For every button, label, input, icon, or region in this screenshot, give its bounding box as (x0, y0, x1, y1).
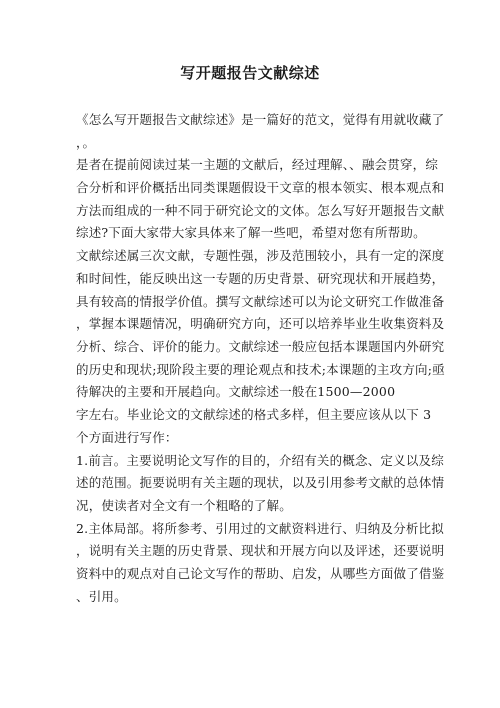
body-line: 分析、综合、评价的能力。文献综述一般应包括本课题国内外研究 (76, 339, 445, 354)
body-line: ，。 (76, 135, 96, 150)
body-line: 字左右。毕业论文的文献综述的格式多样，但主要应该从以下 3 (76, 407, 432, 422)
body-line: 待解决的主要和开展趋向。文献综述一般在1500—2000 (76, 384, 396, 399)
body-line: 合分析和评价概括出同类课题假设干文章的根本领实、根本观点和 (76, 180, 445, 195)
body-line: 2.主体局部。将所参考、引用过的文献资料进行、归纳及分析比拟 (76, 521, 444, 536)
document-title: 写开题报告文献综述 (180, 64, 320, 82)
body-line: 述的范围。扼要说明有关主题的现状，以及引用参考文献的总体情 (76, 475, 445, 490)
body-line: ，掌握本课题情况，明确研究方向，还可以培养毕业生收集资料及 (76, 316, 445, 331)
body-line: 和时间性，能反映出这一专题的历史背景、研究现状和开展趋势， (76, 271, 445, 286)
body-line: 的历史和现状;现阶段主要的理论观点和技术;本课题的主攻方向;亟 (76, 362, 445, 377)
body-line: 是者在提前阅读过某一主题的文献后，经过理解、、融会贯穿，综 (76, 157, 439, 172)
body-line: 《怎么写开题报告文献综述》是一篇好的范文，觉得有用就收藏了 (76, 112, 445, 127)
body-line: 、引用。 (76, 589, 127, 604)
body-line: 资料中的观点对自己论文写作的帮助、启发，从哪些方面做了借鉴 (76, 566, 445, 581)
body-line: 况，使读者对全文有一个粗略的了解。 (76, 498, 292, 513)
body-line: 文献综述属三次文献，专题性强，涉及范围较小，具有一定的深度 (76, 248, 445, 263)
body-line: 方法而组成的一种不同于研究论文的文体。怎么写好开题报告文献 (76, 203, 445, 218)
body-line: 1.前言。主要说明论文写作的目的，介绍有关的概念、定义以及综 (76, 453, 444, 468)
body-line: 个方面进行写作： (76, 430, 178, 445)
body-line: 具有较高的情报学价值。撰写文献综述可以为论文研究工作做准备 (76, 294, 445, 309)
body-line: 综述?下面大家带大家具体来了解一些吧，希望对您有所帮助。 (76, 225, 426, 240)
body-line: ，说明有关主题的历史背景、现状和开展方向以及评述，还要说明 (76, 543, 445, 558)
